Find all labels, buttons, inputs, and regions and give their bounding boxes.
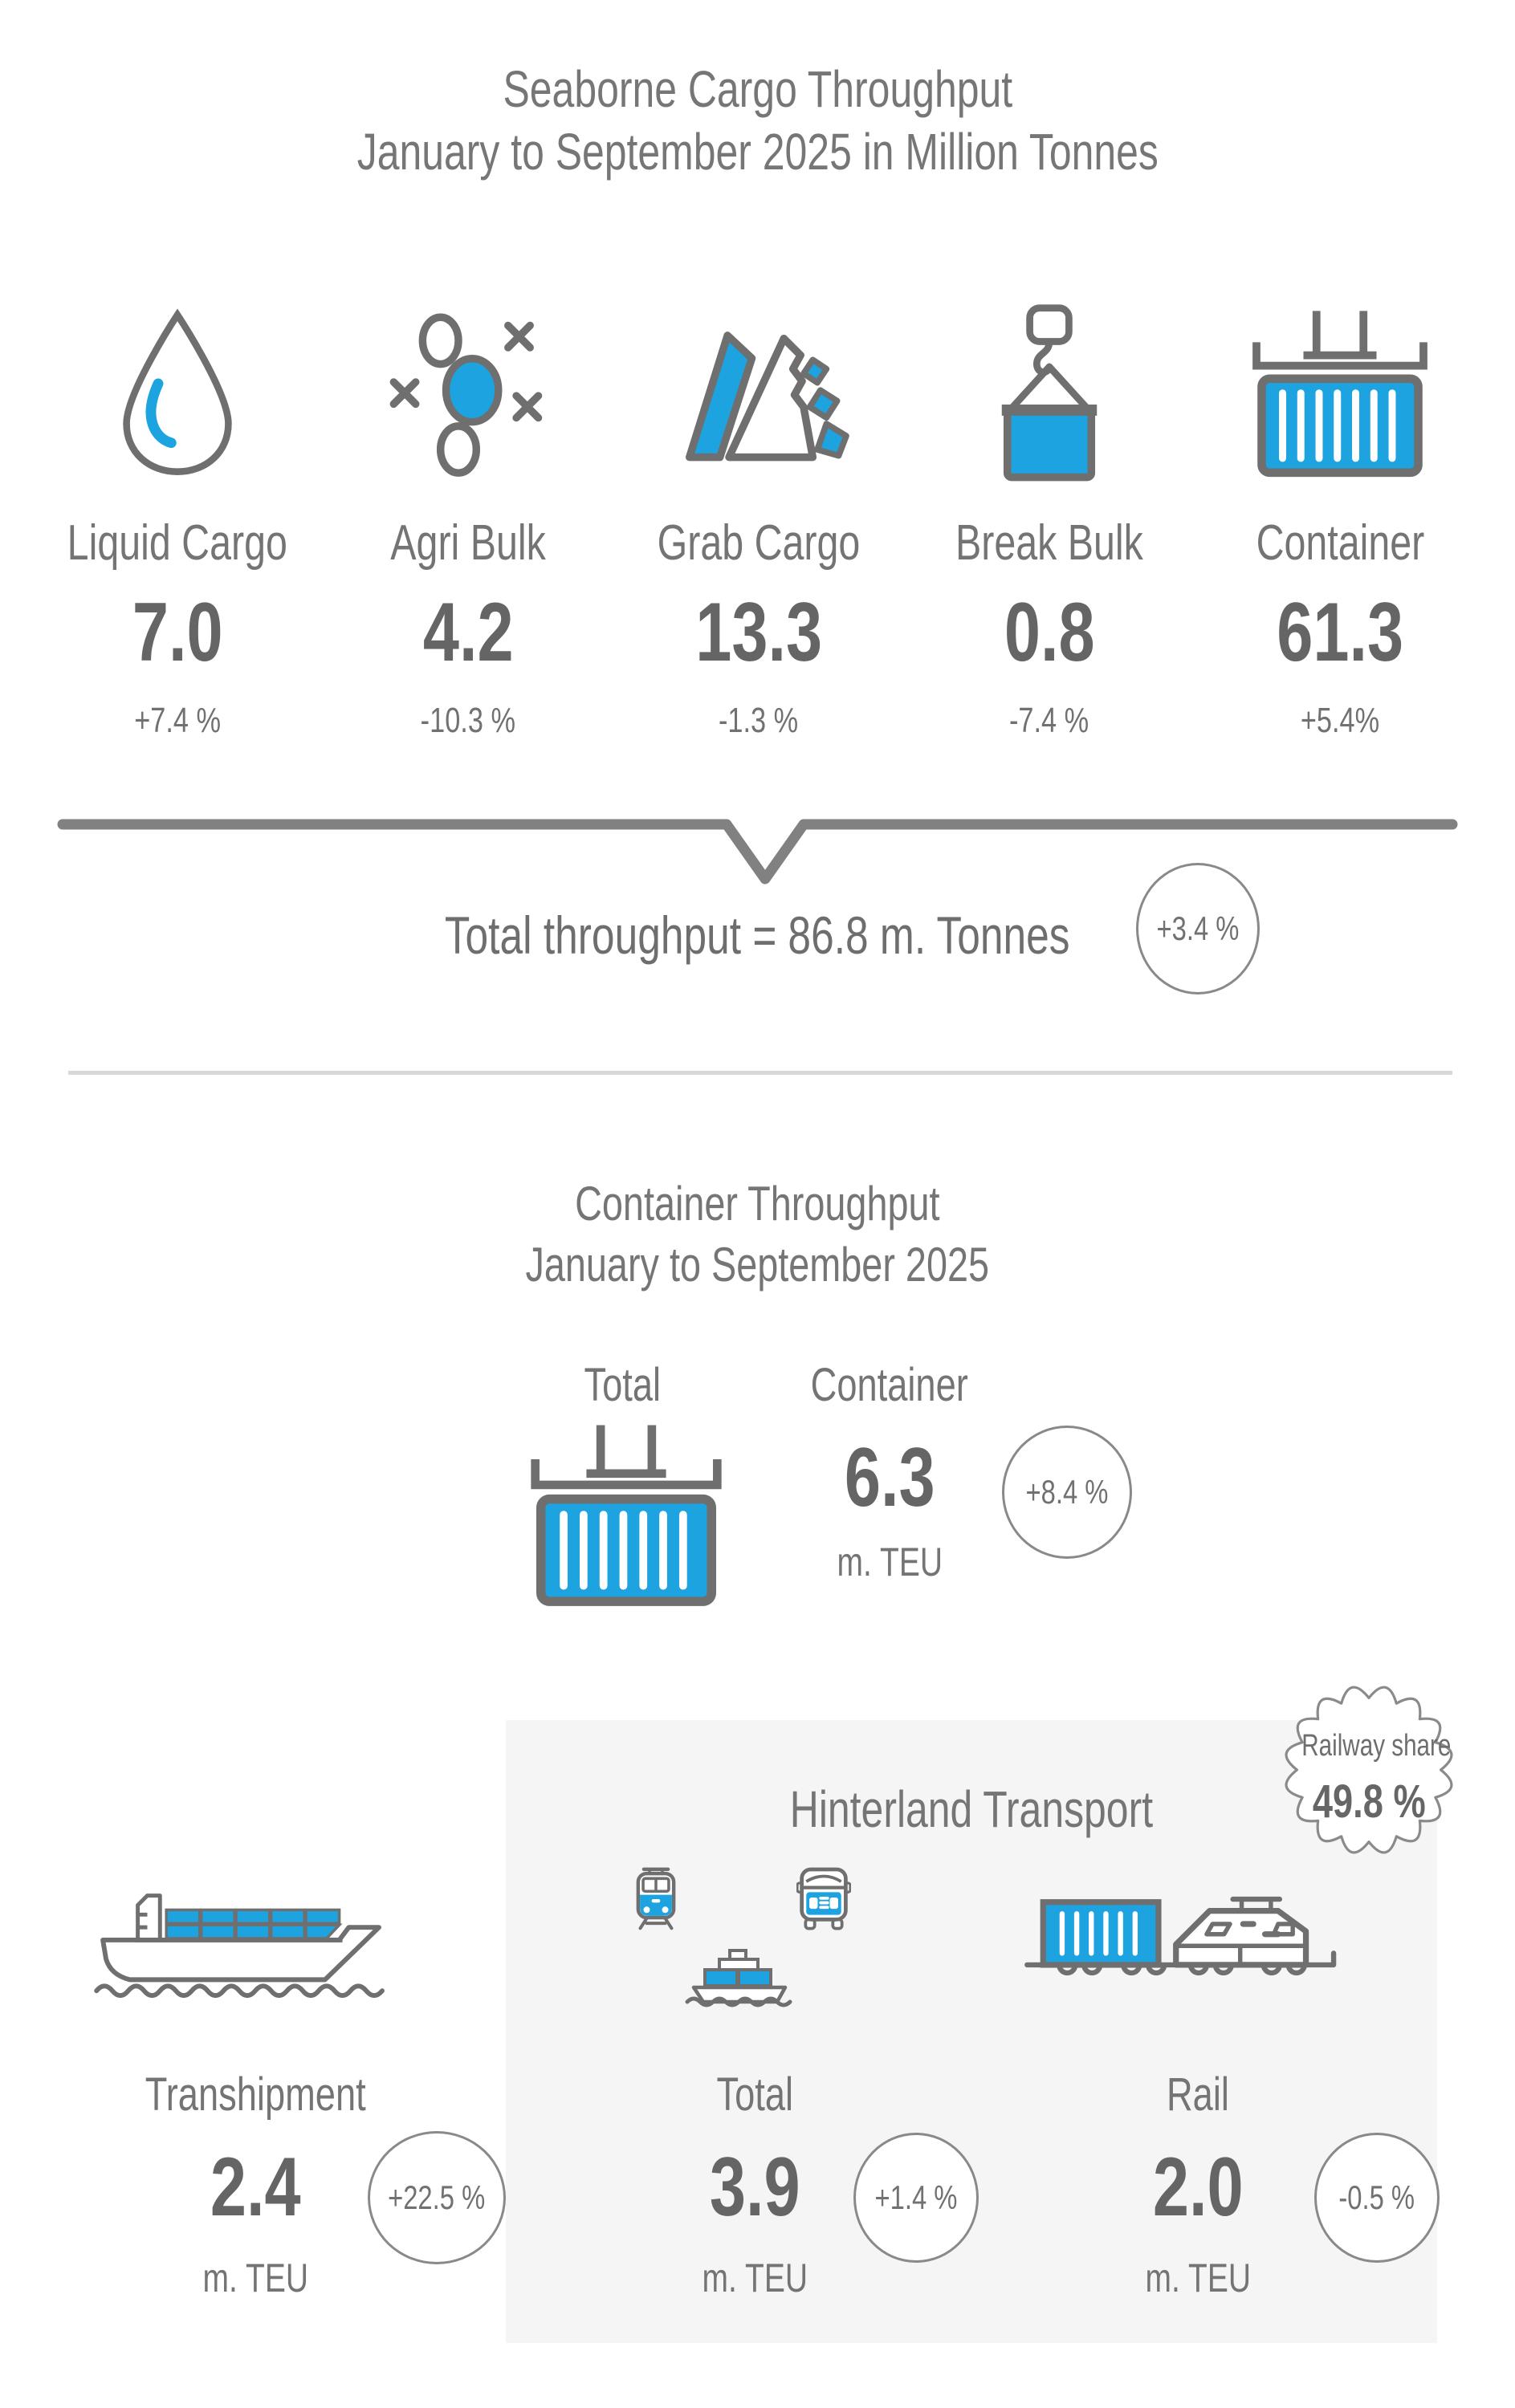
hinterland-total-change-badge: +1.4 %	[853, 2133, 979, 2263]
freight-train-icon	[1021, 1883, 1342, 1981]
cargo-change: -10.3 %	[420, 701, 516, 740]
railway-share-seal-icon	[1266, 1667, 1472, 1873]
cargo-value: 4.2	[422, 586, 514, 679]
cargo-category-container	[1195, 281, 1485, 738]
section-divider	[68, 1071, 1452, 1075]
total-throughput-line	[0, 901, 1515, 970]
grab-cargo-heap-icon	[656, 281, 861, 506]
cargo-label: Liquid Cargo	[67, 515, 288, 571]
container-section-title	[0, 1173, 1515, 1296]
transhipment-label: Transhipment	[145, 2068, 366, 2121]
container-title-line1: Container Throughput	[575, 1177, 940, 1230]
barge-icon	[684, 1949, 798, 2008]
page-title-line2: January to September 2025 in Million Tonnes	[356, 123, 1159, 181]
total-throughput-value: 86.8 m. Tonnes	[788, 905, 1070, 965]
truck-icon	[796, 1859, 851, 1934]
tram-icon	[631, 1859, 681, 1939]
container-total-label: Total	[584, 1359, 661, 1411]
container-change-badge: +8.4 %	[1002, 1426, 1132, 1559]
cargo-change: +5.4%	[1300, 701, 1380, 740]
container-unit: m. TEU	[837, 1540, 943, 1584]
hinterland-total-value: 3.9	[709, 2141, 800, 2234]
hinterland-title: Hinterland Transport	[789, 1780, 1154, 1838]
agri-bulk-grain-icon	[385, 281, 551, 506]
cargo-value: 13.3	[695, 586, 822, 679]
cargo-label: Agri Bulk	[390, 515, 546, 571]
cargo-change: -7.4 %	[1009, 701, 1089, 740]
rail-value: 2.0	[1152, 2141, 1244, 2234]
transhipment-value: 2.4	[210, 2141, 301, 2234]
container-value: 6.3	[844, 1431, 935, 1524]
container-ship-icon	[87, 1870, 405, 2005]
cargo-category-row	[32, 281, 1485, 738]
hinterland-total-label: Total	[716, 2068, 793, 2121]
cargo-change: +7.4 %	[134, 701, 221, 740]
container-spreader-icon	[1236, 281, 1444, 506]
page-title-line1: Seaborne Cargo Throughput	[503, 60, 1012, 118]
rail-unit: m. TEU	[1145, 2255, 1251, 2300]
total-throughput-label: Total throughput =	[445, 905, 777, 965]
cargo-label: Grab Cargo	[657, 515, 861, 571]
page-title	[0, 58, 1515, 183]
container-total-icon	[512, 1422, 740, 1609]
cargo-value: 0.8	[1004, 586, 1095, 679]
container-title-line2: January to September 2025	[525, 1238, 990, 1291]
rail-change-badge: -0.5 %	[1314, 2133, 1440, 2263]
break-bulk-crane-hook-icon	[972, 281, 1126, 506]
cargo-category-agri	[323, 281, 613, 738]
cargo-category-grab	[613, 281, 904, 738]
cargo-label: Container	[1256, 515, 1424, 571]
liquid-cargo-drop-icon	[108, 281, 246, 506]
total-change-badge: +3.4 %	[1136, 863, 1260, 995]
hinterland-total-unit: m. TEU	[702, 2255, 808, 2300]
cargo-value: 61.3	[1277, 586, 1403, 679]
transhipment-unit: m. TEU	[202, 2255, 308, 2300]
summary-bracket	[0, 799, 1515, 903]
railway-share-label: Railway share	[1301, 1729, 1452, 1763]
cargo-change: -1.3 %	[719, 701, 799, 740]
cargo-label: Break Bulk	[955, 515, 1143, 571]
rail-label: Rail	[1167, 2068, 1229, 2121]
cargo-value: 7.0	[132, 586, 223, 679]
container-container-label: Container	[810, 1359, 969, 1411]
cargo-category-break	[904, 281, 1195, 738]
cargo-category-liquid	[32, 281, 323, 738]
railway-share-value: 49.8 %	[1312, 1775, 1426, 1828]
transhipment-change-badge: +22.5 %	[368, 2131, 506, 2264]
